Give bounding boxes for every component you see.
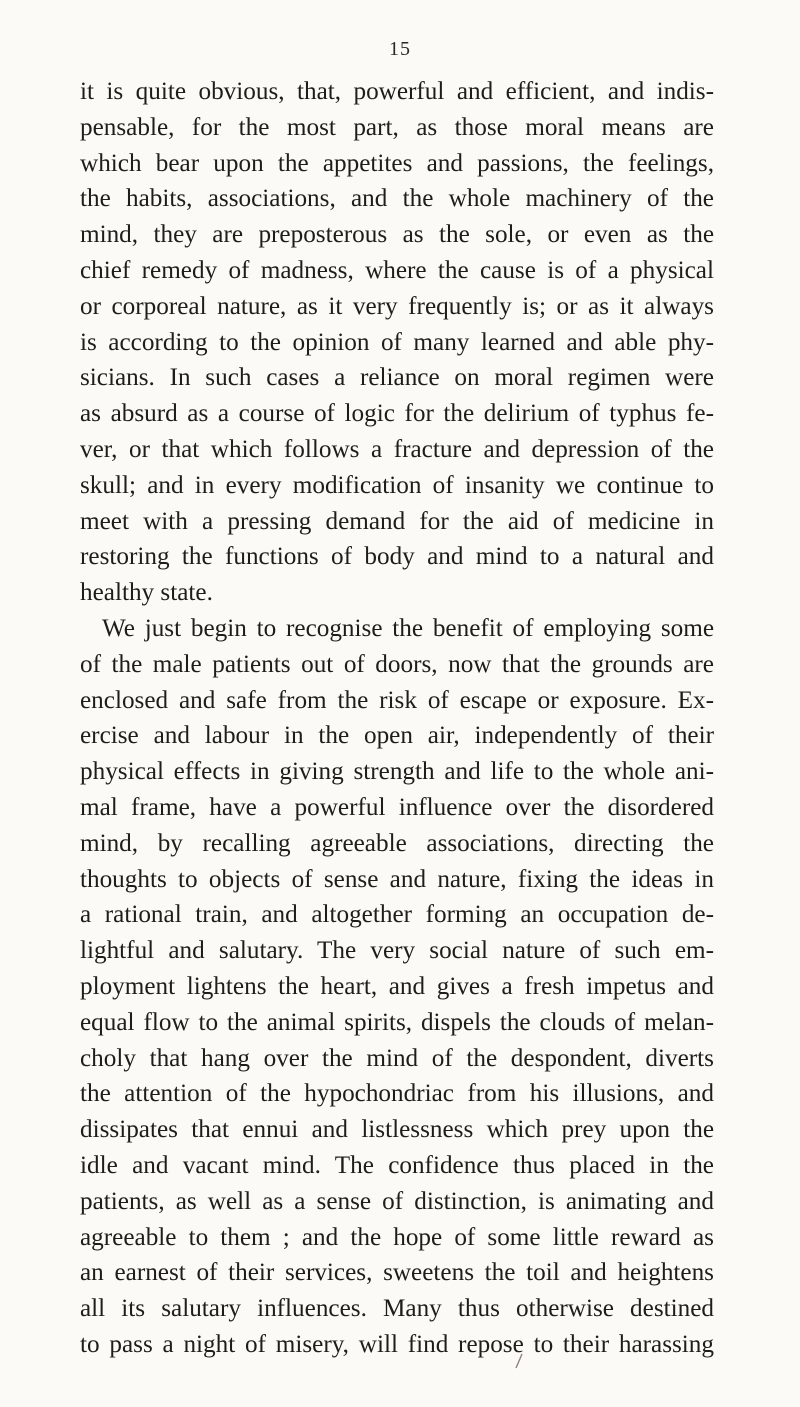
text-line-27: equal flow to the animal spirits, dispels the clouds of melan-: [80, 1008, 714, 1036]
text-line-31: idle and vacant mind. The confidence thus placed in the: [80, 1151, 714, 1179]
text-line-35: all its salutary influences. Many thus otherwise destined: [80, 1295, 714, 1323]
text-line-9: sicians. In such cases a reliance on moral regimen were: [80, 364, 714, 392]
text-line-25: lightful and salutary. The very social nature of such em-: [80, 937, 714, 965]
text-line-26: ployment lightens the heart, and gives a fresh impetus and: [80, 972, 714, 1000]
text-line-14: restoring the functions of body and mind to a natural and: [80, 543, 714, 571]
text-line-30: dissipates that ennui and listlessness which prey upon the: [80, 1116, 714, 1144]
text-line-28: choly that hang over the mind of the despondent, diverts: [80, 1044, 714, 1072]
text-line-32: patients, as well as a sense of distinction, is animating and: [80, 1187, 714, 1215]
text-line-2: pensable, for the most part, as those moral means are: [80, 113, 714, 141]
text-line-10: as absurd as a course of logic for the delirium of typhus fe-: [80, 400, 714, 428]
text-line-21: mal frame, have a powerful influence over the disordered: [80, 793, 714, 821]
text-line-5: mind, they are preposterous as the sole, or even as the: [80, 221, 714, 249]
text-line-23: thoughts to objects of sense and nature, fixing the ideas in: [80, 865, 714, 893]
text-line-11: ver, or that which follows a fracture and depression of the: [80, 435, 714, 463]
text-line-4: the habits, associations, and the whole machinery of the: [80, 185, 714, 213]
page-number: 15: [389, 38, 411, 60]
text-line-33: agreeable to them ; and the hope of some little reward as: [80, 1223, 714, 1251]
text-line-17: of the male patients out of doors, now that the grounds are: [80, 650, 714, 678]
text-line-6: chief remedy of madness, where the cause is of a physical: [80, 256, 714, 284]
text-line-1: it is quite obvious, that, powerful and efficient, and indis-: [80, 78, 714, 105]
text-line-20: physical effects in giving strength and life to the whole ani-: [80, 758, 714, 786]
text-line-8: is according to the opinion of many learned and able phy-: [80, 328, 714, 356]
text-line-22: mind, by recalling agreeable associations, directing the: [80, 829, 714, 857]
text-line-24: a rational train, and altogether forming an occupation de-: [80, 901, 714, 929]
text-line-29: the attention of the hypochondriac from his illusions, and: [80, 1080, 714, 1108]
text-line-15: healthy state.: [80, 579, 213, 607]
body-text: [80, 74, 714, 1363]
paper-mark: [508, 1352, 528, 1372]
text-line-16: We just begin to recognise the benefit of employing some: [102, 614, 714, 642]
text-line-18: enclosed and safe from the risk of escape or exposure. Ex-: [80, 686, 714, 714]
text-line-13: meet with a pressing demand for the aid of medicine in: [80, 507, 714, 535]
text-line-3: which bear upon the appetites and passions, the feelings,: [80, 149, 714, 177]
text-line-19: ercise and labour in the open air, independently of their: [80, 722, 714, 750]
text-line-34: an earnest of their services, sweetens the toil and heightens: [80, 1259, 714, 1287]
text-line-12: skull; and in every modification of insanity we continue to: [80, 471, 714, 499]
text-line-36: to pass a night of misery, will find repose to their harassing: [80, 1330, 714, 1358]
text-line-7: or corporeal nature, as it very frequently is; or as it always: [80, 292, 714, 320]
